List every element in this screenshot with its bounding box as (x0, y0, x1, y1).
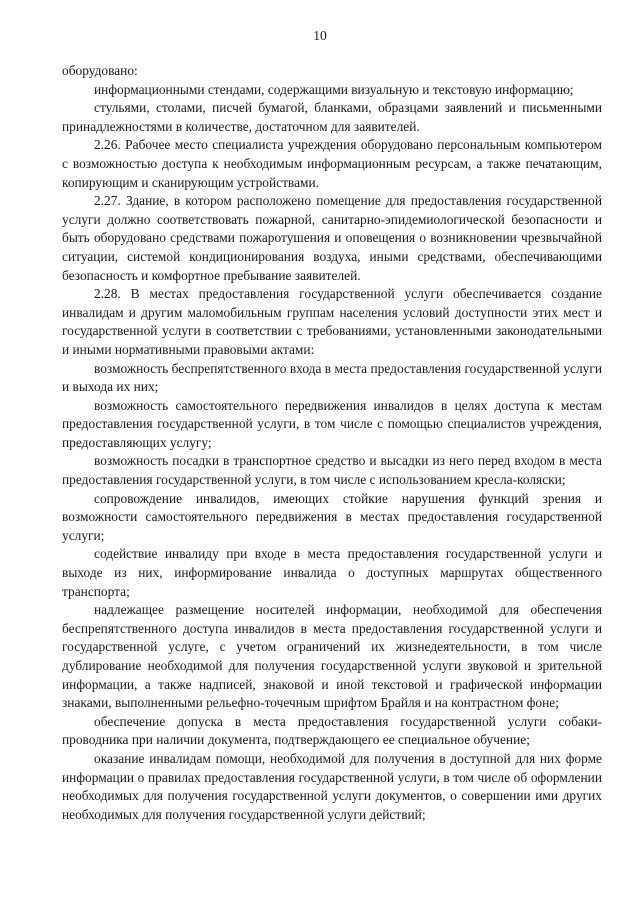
paragraph: возможность беспрепятственного входа в места предоставления государственной услуги и выхода их них; (62, 360, 602, 395)
document-body (62, 62, 602, 824)
paragraph: стульями, столами, писчей бумагой, бланками, образцами заявлений и письменными принадлежностями в количестве, достаточном для заявителей. (62, 100, 602, 134)
paragraph: надлежащее размещение носителей информации, необходимой для обеспечения беспрепятственного доступа инвалидов в места предоставления государственной услуги и государственной услуге, с учетом ограничений их жизнедеятельности, в том числе дублирование необходимой для получения государственной услуги звуковой и зрительной информации, а также надписей, знаковой и иной текстовой и графической информации знаками, выполненными рельефно-точечным шрифтом Брайля и на контрастном фоне; (62, 602, 602, 711)
paragraph-2-28: 2.28. В местах предоставления государственной услуги обеспечивается создание инвалидам и другим маломобильным группам населения условий доступности этих мест и государственной услуги в соответствии с требованиями, установленными законодательными и иными нормативными правовыми актами: (62, 286, 602, 357)
paragraph: содействие инвалиду при входе в места предоставления государственной услуги и выходе из них, информирование инвалида о доступных маршрутах общественного транспорта; (62, 546, 602, 599)
paragraph-2-27: 2.27. Здание, в котором расположено помещение для предоставления государственной услуги должно соответствовать пожарной, санитарно-эпидемиологической безопасности и быть оборудовано средствами пожаротушения и оповещения о возникновении чрезвычайной ситуации, системой кондиционирования воздуха, иными средствами, обеспечивающими безопасность и комфортное пребывание заявителей. (62, 193, 602, 283)
paragraph: возможность самостоятельного передвижения инвалидов в целях доступа к местам предоставления государственной услуги, в том числе с помощью специалистов учреждения, предоставляющих услугу; (62, 397, 602, 450)
paragraph: информационными стендами, содержащими визуальную и текстовую информацию; (94, 81, 574, 97)
paragraph-2-26: 2.26. Рабочее место специалиста учреждения оборудовано персональным компьютером с возможностью доступа к необходимым информационным ресурсам, а также печатающим, копирующим и сканирующим устройствами. (62, 137, 602, 190)
page-number: 10 (313, 28, 327, 43)
paragraph: оказание инвалидам помощи, необходимой для получения в доступной для них форме информации о правилах предоставления государственной услуги, в том числе об оформлении необходимых для получения государственной услуги документов, о совершении ими других необходимых для получения государственной услуги действий; (62, 750, 602, 822)
paragraph: возможность посадки в транспортное средство и высадки из него перед входом в места предоставления государственной услуги, в том числе с использованием кресла-коляски; (62, 453, 602, 488)
paragraph: оборудовано: (62, 63, 138, 78)
paragraph: сопровождение инвалидов, имеющих стойкие нарушения функций зрения и возможности самостоятельного передвижения в местах предоставления государственной услуги; (62, 490, 602, 543)
paragraph: обеспечение допуска в места предоставления государственной услуги собаки-проводника при наличии документа, подтверждающего ее специальное обучение; (62, 713, 602, 748)
